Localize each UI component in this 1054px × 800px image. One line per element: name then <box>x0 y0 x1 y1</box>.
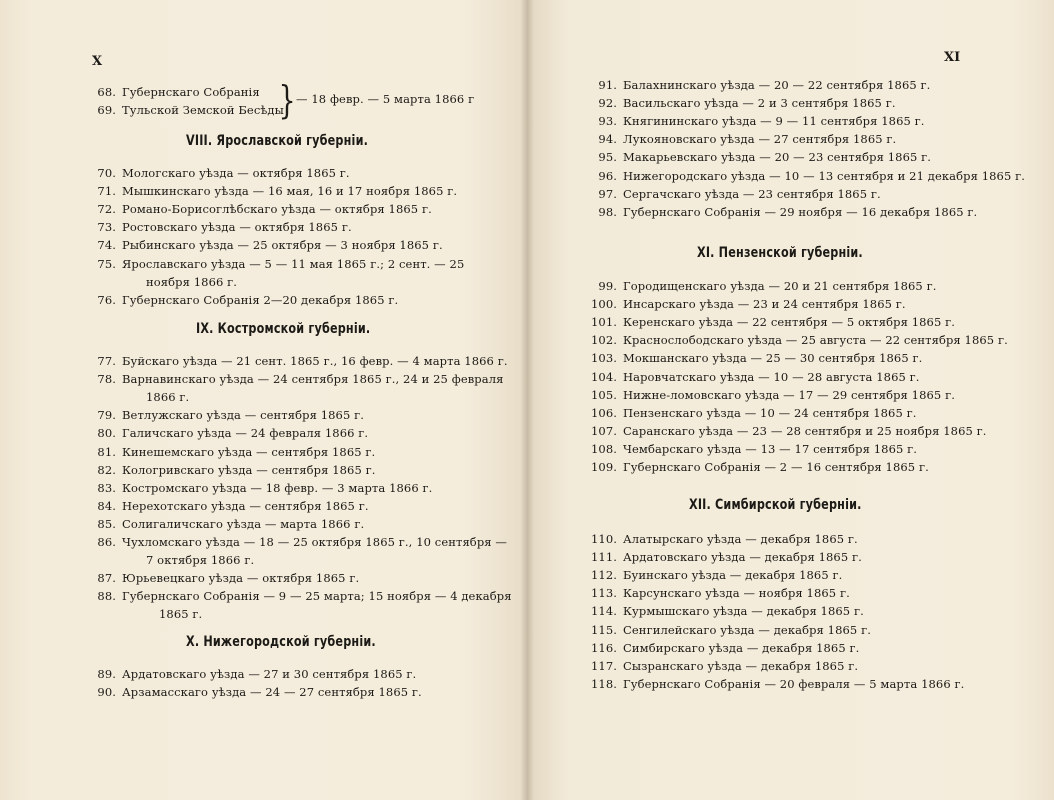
entry-text: Чухломскаго уѣзда — 18 — 25 октября 1865 г., 10 сентября — <box>122 535 508 549</box>
entry-text: Губернскаго Собранія — 29 ноября — 16 декабря 1865 г. <box>623 204 978 219</box>
entry-text: Губернскаго Собранія — 2 — 16 сентября 1865 г. <box>623 460 929 474</box>
entry-text: Нерехотскаго уѣзда — сентября 1865 г. <box>122 498 369 513</box>
entry-text: Карсунскаго уѣзда — ноября 1865 г. <box>623 586 850 601</box>
entry-number: 91. <box>598 78 617 92</box>
list-item <box>587 77 930 93</box>
entry-text: Буйскаго уѣзда — 21 сент. 1865 г., 16 февр. — 4 марта 1866 г. <box>122 354 508 368</box>
list-item <box>94 480 432 496</box>
list-item <box>94 237 443 253</box>
list-item <box>587 113 925 129</box>
entry-number: 103. <box>590 351 617 366</box>
list-item <box>94 570 359 586</box>
entry-text: Васильскаго уѣзда — 2 и 3 сентября 1865 г. <box>623 96 896 111</box>
list-item <box>94 498 369 514</box>
entry-text: Наровчатскаго уѣзда — 10 — 28 августа 1865 г. <box>623 369 920 384</box>
entry-text: Курмышскаго уѣзда — декабря 1865 г. <box>623 604 864 619</box>
list-item <box>587 149 931 165</box>
entry-number: 80. <box>97 426 116 441</box>
list-item <box>94 292 398 308</box>
list-item <box>587 622 871 638</box>
entry-text: Кологривскаго уѣзда — сентября 1865 г. <box>122 462 376 477</box>
entry-number: 81. <box>97 444 116 459</box>
list-item <box>587 204 977 220</box>
list-item <box>94 84 260 100</box>
entry-text: Губернскаго Собранія — 9 — 25 марта; 15 ноября — 4 декабря <box>122 589 512 604</box>
entry-number: 68. <box>97 85 116 99</box>
entry-text: Краснослободскаго уѣзда — 25 августа — 22 сентября 1865 г. <box>623 333 1008 348</box>
entry-number: 75. <box>97 256 116 271</box>
entry-number: 116. <box>590 640 617 655</box>
section-heading: XII. Симбирской губерніи. <box>689 497 862 513</box>
entry-number: 71. <box>97 184 116 199</box>
list-item <box>94 444 375 460</box>
entry-number: 92. <box>598 96 617 111</box>
list-item <box>587 585 850 601</box>
entry-text: Рыбинскаго уѣзда — 25 октября — 3 ноября 1865 г. <box>122 238 443 253</box>
entry-number: 117. <box>590 658 617 673</box>
list-item <box>587 369 920 385</box>
entry-number: 111. <box>590 550 617 565</box>
entry-text: Мышкинскаго уѣзда — 16 мая, 16 и 17 ноября 1865 г. <box>122 184 458 199</box>
entry-number: 87. <box>97 571 116 586</box>
list-item <box>587 131 896 147</box>
list-item <box>587 314 955 330</box>
entry-text: Инсарскаго уѣзда — 23 и 24 сентября 1865 г. <box>623 297 906 312</box>
entry-number: 85. <box>97 516 116 531</box>
entry-number: 95. <box>598 150 617 165</box>
entry-number: 118. <box>590 676 617 691</box>
entry-number: 108. <box>590 441 617 456</box>
entry-number: 93. <box>598 114 617 129</box>
entry-number: 72. <box>97 202 116 217</box>
entry-text: Ростовскаго уѣзда — октября 1865 г. <box>122 220 352 235</box>
entry-number: 97. <box>598 186 617 201</box>
entry-number: 94. <box>598 132 617 147</box>
entry-number: 86. <box>97 535 116 549</box>
entry-continuation: 1866 г. <box>146 390 190 405</box>
entry-text: Пензенскаго уѣзда — 10 — 24 сентября 1865 г. <box>623 405 917 420</box>
entry-text: Алатырскаго уѣзда — декабря 1865 г. <box>623 532 858 546</box>
entry-text: Лукояновскаго уѣзда — 27 сентября 1865 г. <box>623 132 897 147</box>
entry-text: Нижне-ломовскаго уѣзда — 17 — 29 сентября 1865 г. <box>623 387 955 402</box>
list-item <box>94 256 464 272</box>
page-number: XI <box>944 50 961 65</box>
entry-continuation: 1865 г. <box>159 607 203 622</box>
entry-text: Губернскаго Собранія — 20 февраля — 5 марта 1866 г. <box>623 676 965 691</box>
entry-text: Романо-Борисоглѣбскаго уѣзда — октября 1865 г. <box>122 202 432 217</box>
list-item <box>587 531 858 547</box>
entry-number: 112. <box>590 568 617 583</box>
list-item <box>587 168 1025 184</box>
entry-number: 101. <box>590 315 617 330</box>
entry-number: 73. <box>97 220 116 235</box>
list-item <box>587 676 964 692</box>
list-item <box>587 459 929 475</box>
list-item <box>587 603 864 619</box>
list-item <box>587 95 896 111</box>
entry-text: Макарьевскаго уѣзда — 20 — 23 сентября 1865 г. <box>623 150 932 165</box>
list-item <box>587 640 859 656</box>
list-item <box>94 183 457 199</box>
entry-number: 102. <box>590 333 617 348</box>
entry-text: Буинскаго уѣзда — декабря 1865 г. <box>623 568 843 583</box>
list-item <box>94 165 350 181</box>
entry-text: Кинешемскаго уѣзда — сентября 1865 г. <box>122 444 376 459</box>
list-item <box>587 332 1008 348</box>
entry-text: Мологскаго уѣзда — октября 1865 г. <box>122 166 350 180</box>
list-item <box>587 441 917 457</box>
entry-text: Симбирскаго уѣзда — декабря 1865 г. <box>623 640 860 655</box>
entry-text: Мокшанскаго уѣзда — 25 — 30 сентября 1865 г. <box>623 351 923 366</box>
list-item <box>587 186 881 202</box>
entry-text: Галичскаго уѣзда — 24 февраля 1866 г. <box>122 426 369 441</box>
list-item <box>94 516 364 532</box>
entry-number: 77. <box>97 354 116 368</box>
section-heading: IX. Костромской губерніи. <box>196 321 371 337</box>
entry-text: Ярославскаго уѣзда — 5 — 11 мая 1865 г.; 2 сент. — 25 <box>122 256 465 271</box>
entry-number: 78. <box>97 372 116 387</box>
entry-number: 100. <box>590 297 617 312</box>
entry-text: Варнавинскаго уѣзда — 24 сентября 1865 г., 24 и 25 февраля <box>122 372 504 387</box>
list-item <box>94 534 507 550</box>
section-heading: X. Нижегородской губерніи. <box>186 634 376 650</box>
brace-symbol: } <box>278 78 296 122</box>
entry-text: Чембарскаго уѣзда — 13 — 17 сентября 1865 г. <box>623 441 918 456</box>
entry-continuation: ноября 1866 г. <box>146 274 238 289</box>
list-item <box>94 407 364 423</box>
entry-text: Сергачскаго уѣзда — 23 сентября 1865 г. <box>623 186 881 201</box>
entry-number: 90. <box>97 685 116 700</box>
entry-text: Ардатовскаго уѣзда — декабря 1865 г. <box>623 550 862 565</box>
entry-text: Юрьевецкаго уѣзда — октября 1865 г. <box>122 571 360 586</box>
section-heading: XI. Пензенской губерніи. <box>697 245 863 261</box>
list-item <box>587 387 955 403</box>
list-item <box>94 201 432 217</box>
entry-continuation: 7 октября 1866 г. <box>146 553 255 568</box>
entry-text: Княгининскаго уѣзда — 9 — 11 сентября 1865 г. <box>623 114 925 129</box>
entry-text: Костромскаго уѣзда — 18 февр. — 3 марта 1866 г. <box>122 480 433 495</box>
entry-number: 83. <box>97 480 116 495</box>
entry-number: 89. <box>97 667 116 681</box>
entry-text: Тульской Земской Бесѣды <box>122 103 284 118</box>
entry-number: 115. <box>590 622 617 637</box>
entry-number: 88. <box>97 589 116 604</box>
entry-text: Арзамасскаго уѣзда — 24 — 27 сентября 1865 г. <box>122 685 422 700</box>
entry-text: Солигаличскаго уѣзда — марта 1866 г. <box>122 516 365 531</box>
list-item <box>94 353 508 369</box>
entry-text: Нижегородскаго уѣзда — 10 — 13 сентября и 21 декабря 1865 г. <box>623 168 1025 183</box>
list-item <box>94 462 376 478</box>
entry-number: 69. <box>97 103 116 118</box>
list-item <box>94 588 512 604</box>
entry-number: 84. <box>97 498 116 513</box>
entry-text: Губернскаго Собранія <box>122 85 260 99</box>
entry-number: 106. <box>590 405 617 420</box>
entry-number: 99. <box>598 279 617 293</box>
list-item <box>94 425 368 441</box>
entry-text: Городищенскаго уѣзда — 20 и 21 сентября 1865 г. <box>623 279 937 293</box>
list-item <box>587 658 858 674</box>
entry-number: 109. <box>590 460 617 474</box>
list-item <box>94 684 422 700</box>
entry-number: 96. <box>598 168 617 183</box>
entry-text: Керенскаго уѣзда — 22 сентября — 5 октября 1865 г. <box>623 315 956 330</box>
entry-number: 110. <box>590 532 617 546</box>
entry-number: 76. <box>97 292 116 307</box>
entry-number: 114. <box>590 604 617 619</box>
section-heading: VIII. Ярославской губерніи. <box>186 133 369 149</box>
entry-number: 70. <box>97 166 116 180</box>
list-item <box>587 405 917 421</box>
entry-number: 113. <box>590 586 617 601</box>
entry-text: Ардатовскаго уѣзда — 27 и 30 сентября 1865 г. <box>122 667 417 681</box>
entry-text: Балахнинскаго уѣзда — 20 — 22 сентября 1865 г. <box>623 78 931 92</box>
entry-text: Сызранскаго уѣзда — декабря 1865 г. <box>623 658 859 673</box>
list-item <box>587 549 862 565</box>
entry-number: 98. <box>598 204 617 219</box>
entry-number: 79. <box>97 408 116 423</box>
list-item <box>587 567 842 583</box>
list-item <box>587 278 936 294</box>
page-number: X <box>92 54 103 69</box>
entry-number: 82. <box>97 462 116 477</box>
entry-number: 74. <box>97 238 116 253</box>
entry-number: 105. <box>590 387 617 402</box>
entry-text: Саранскаго уѣзда — 23 — 28 сентября и 25 ноября 1865 г. <box>623 423 987 438</box>
list-item <box>94 102 284 118</box>
list-item <box>587 350 922 366</box>
list-item <box>94 219 352 235</box>
entry-text: Ветлужскаго уѣзда — сентября 1865 г. <box>122 408 365 423</box>
book-gutter <box>520 0 534 800</box>
entry-text: Губернскаго Собранія 2—20 декабря 1865 г. <box>122 292 399 307</box>
list-item <box>94 666 416 682</box>
list-item <box>587 296 906 312</box>
list-item <box>587 423 987 439</box>
entry-text: Сенгилейскаго уѣзда — декабря 1865 г. <box>623 622 871 637</box>
entry-number: 104. <box>590 369 617 384</box>
brace-dates: — 18 февр. — 5 марта 1866 г <box>296 92 475 106</box>
entry-number: 107. <box>590 423 617 438</box>
list-item <box>94 371 504 387</box>
